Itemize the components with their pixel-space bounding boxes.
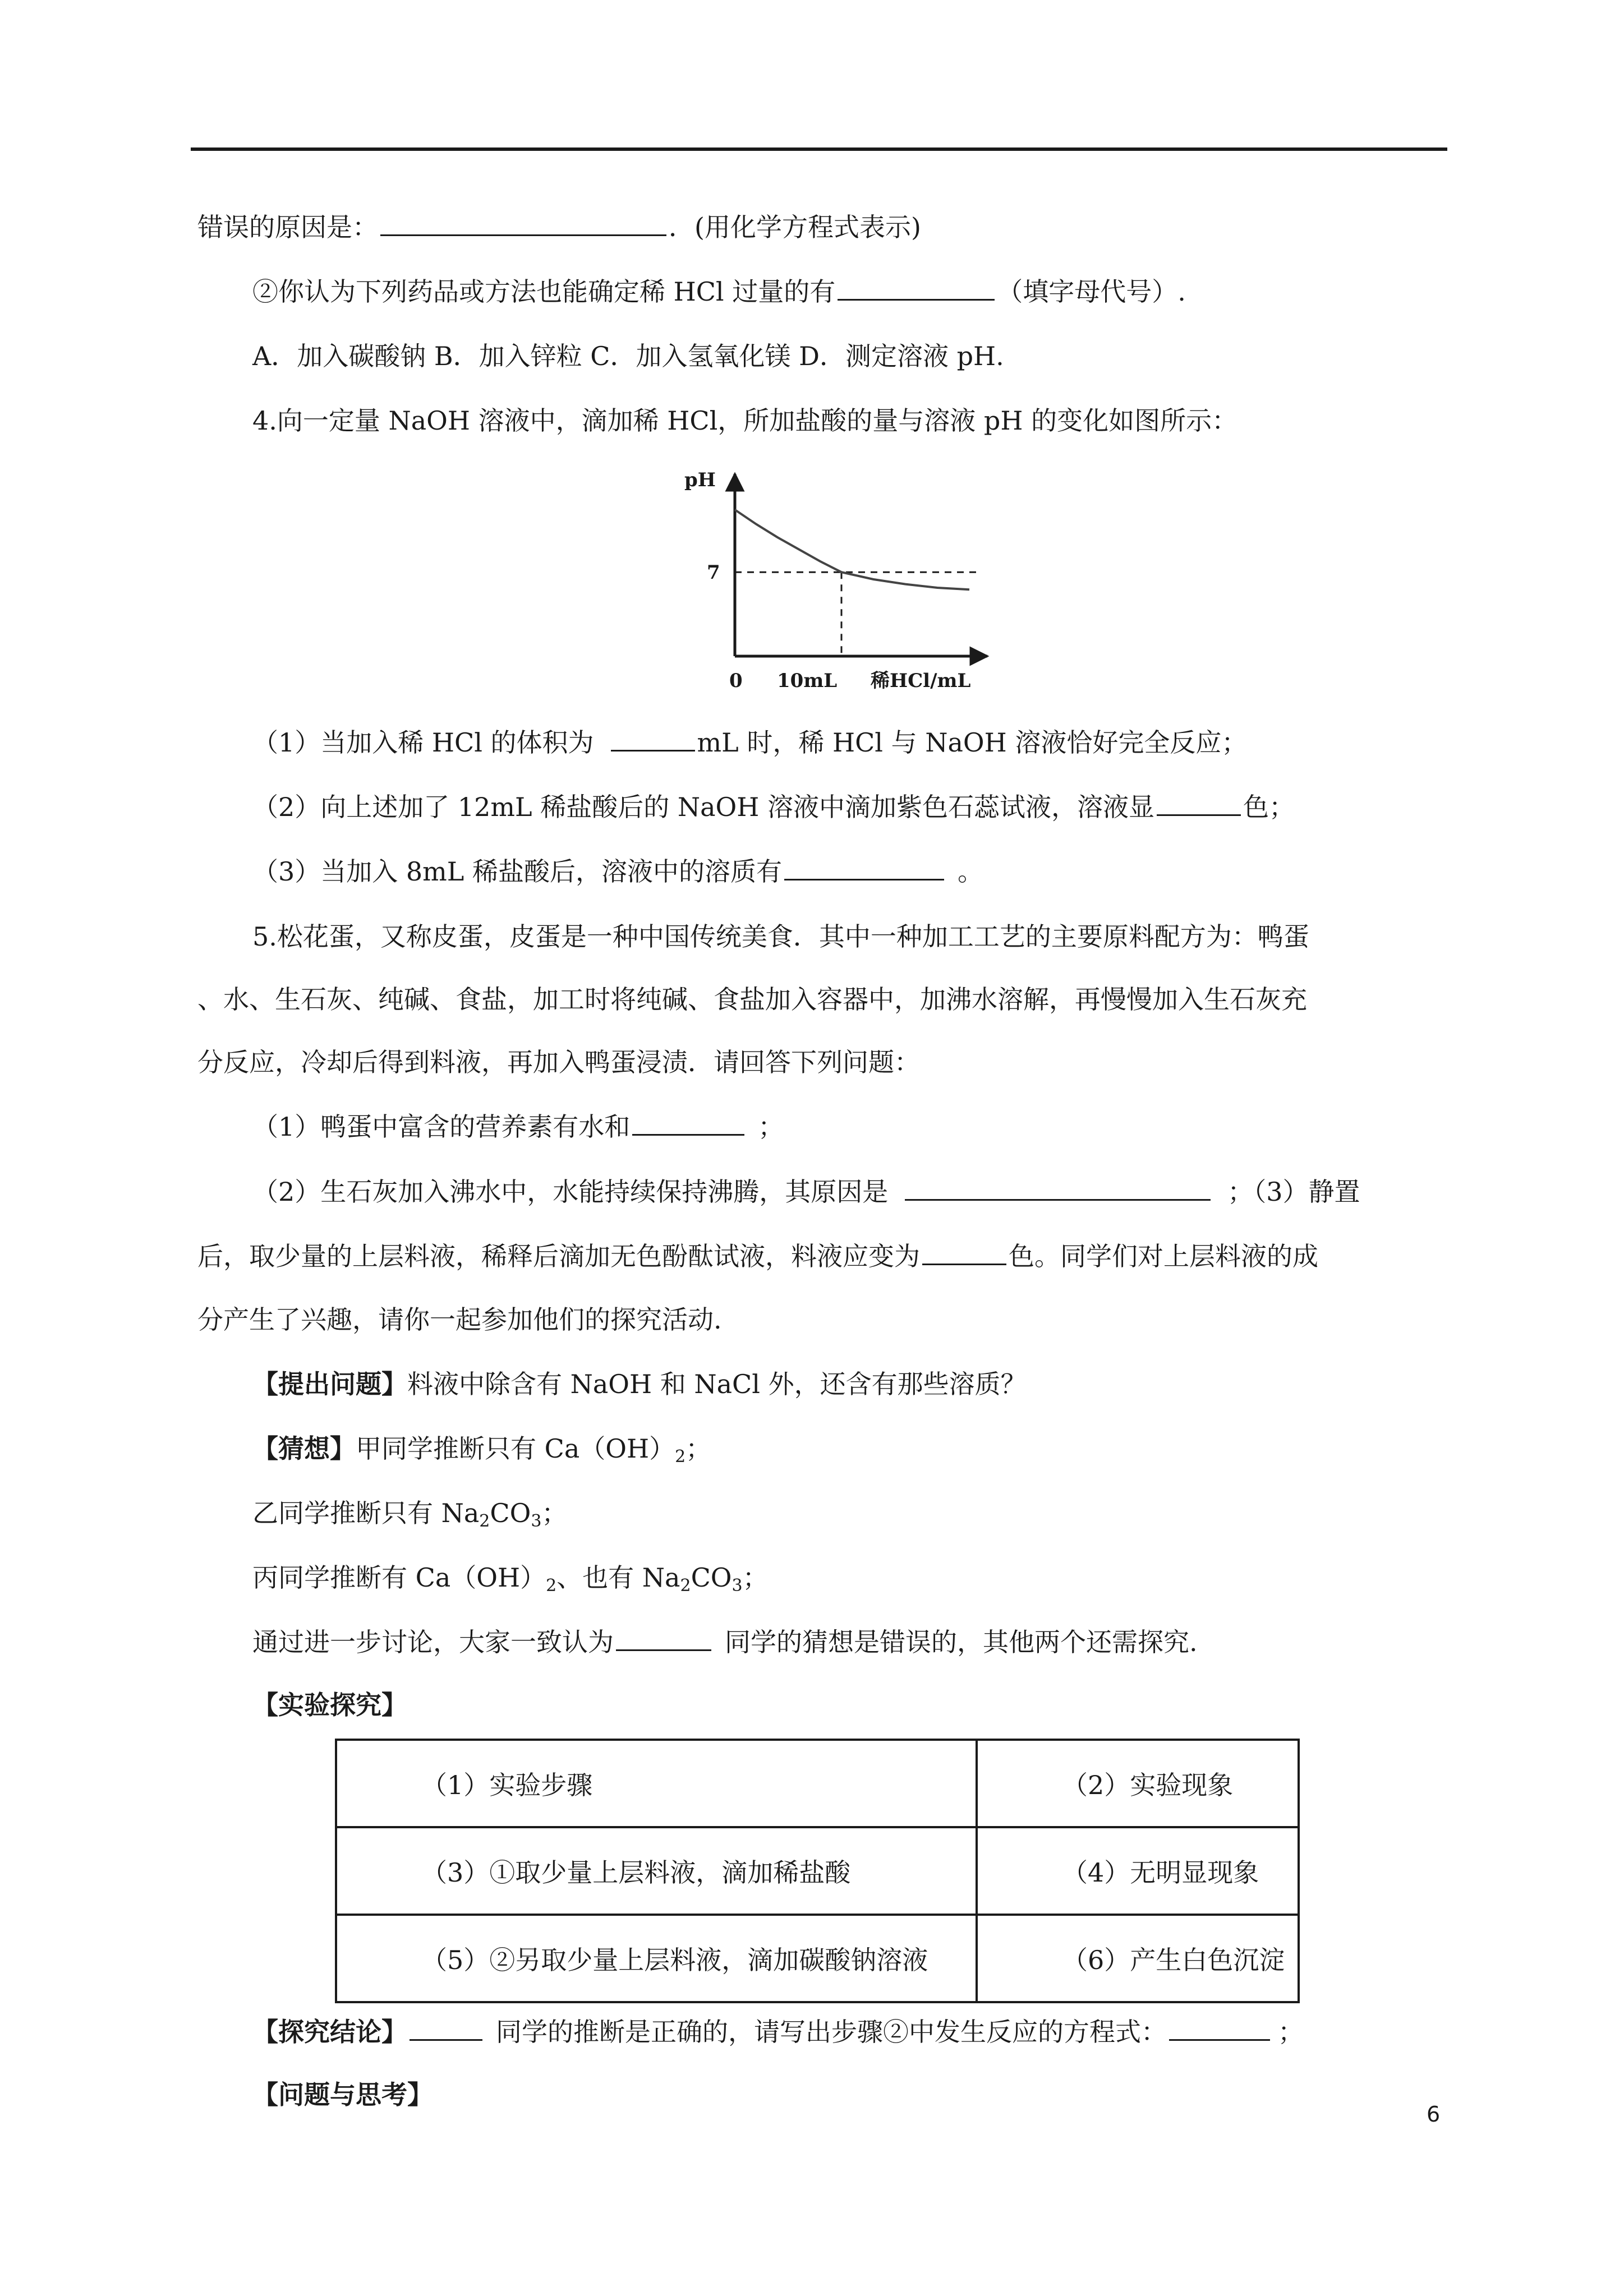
answer-blank[interactable]: [616, 1627, 711, 1651]
guess-a-end: ；: [686, 1433, 712, 1464]
line-p5-q3-cont: 分产生了兴趣，请你一起参加他们的探究活动.: [197, 1304, 722, 1335]
x-axis-label: 稀HCl/mL: [871, 670, 971, 692]
table-cell: （4）无明显现象: [977, 1827, 1299, 1915]
guess-c-text-mid: 、也有 Na: [556, 1562, 680, 1593]
line-p5-q2: [252, 1175, 1360, 1209]
line-q2: [252, 790, 1295, 824]
answer-blank[interactable]: [410, 2017, 482, 2041]
conclusion-text: 同学的推断是正确的，请写出步骤②中发生反应的方程式：: [496, 2017, 1167, 2047]
guess-a-text: 甲同学推断只有 Ca（OH）: [356, 1433, 675, 1464]
y-axis-label: pH: [684, 469, 716, 491]
error-reason-note: ．(用化学方程式表示): [669, 212, 921, 242]
table-cell: （5）②另取少量上层料液，滴加碳酸钠溶液: [336, 1915, 977, 2002]
answer-blank[interactable]: [632, 1112, 744, 1136]
ask-text: 料液中除含有 NaOH 和 NaCl 外，还含有那些溶质？: [407, 1369, 1027, 1399]
guess-b-text: 乙同学推断只有 Na: [252, 1498, 480, 1528]
table-row: [336, 1915, 1299, 2002]
line-guess-b: [252, 1496, 567, 1530]
answer-blank[interactable]: [905, 1177, 1211, 1201]
p5-q1-text-end: ；: [758, 1112, 784, 1142]
q1-text-end: mL 时，稀 HCl 与 NaOH 溶液恰好完全反应；: [697, 727, 1248, 758]
subscript: 2: [546, 1576, 557, 1596]
table-cell: （6）产生白色沉淀: [977, 1915, 1299, 2002]
subscript: 3: [531, 1511, 542, 1531]
question-text: ②你认为下列药品或方法也能确定稀 HCl 过量的有: [252, 276, 836, 307]
answer-blank[interactable]: [922, 1241, 1006, 1265]
line-conclusion: [252, 2015, 1304, 2049]
guess-c-text: 丙同学推断有 Ca（OH）: [252, 1562, 546, 1593]
q1-text: （1）当加入稀 HCl 的体积为: [252, 727, 594, 758]
section-heading: 【探究结论】: [252, 2017, 407, 2047]
p5-q1-text: （1）鸭蛋中富含的营养素有水和: [252, 1112, 631, 1142]
line-ask: [252, 1367, 1027, 1401]
section-heading-think: 【问题与思考】: [252, 2080, 433, 2110]
p5-q3-text: 后，取少量的上层料液，稀释后滴加无色酚酞试液，料液应变为: [197, 1241, 920, 1271]
p5-q3-text-end: 色。同学们对上层料液的成: [1009, 1241, 1318, 1271]
subscript: 2: [675, 1447, 686, 1467]
section-heading-experiment: 【实验探究】: [252, 1690, 407, 1720]
section-heading: 【提出问题】: [252, 1369, 407, 1399]
p5-q2-text-end: ；（3）静置: [1227, 1177, 1360, 1207]
table-row: [336, 1740, 1299, 1827]
line-q3: [252, 855, 983, 888]
ph-chart: [662, 457, 999, 698]
paragraph-5-line-2: 、水、生石灰、纯碱、食盐，加工时将纯碱、食盐加入容器中，加沸水溶解，再慢慢加入生石灰充: [197, 984, 1307, 1015]
q3-text-end: 。: [957, 856, 983, 887]
line-q1: [252, 726, 1247, 759]
experiment-table: [335, 1739, 1300, 2003]
table-row: [336, 1827, 1299, 1915]
q2-text-end: 色；: [1243, 792, 1295, 822]
answer-blank[interactable]: [838, 276, 995, 301]
line-guess: [252, 1432, 711, 1465]
paragraph-5-line-1: 5.松花蛋，又称皮蛋，皮蛋是一种中国传统美食．其中一种加工工艺的主要原料配方为：鸭蛋: [252, 921, 1309, 952]
page-number: 6: [1427, 2102, 1441, 2127]
ph-curve: [735, 510, 969, 589]
answer-blank[interactable]: [380, 212, 666, 236]
subscript: 3: [732, 1576, 743, 1596]
section-heading: 【猜想】: [252, 1433, 356, 1464]
line-options: A．加入碳酸钠 B．加入锌粒 C．加入氢氧化镁 D．测定溶液 pH.: [252, 341, 1004, 371]
paragraph-5-line-3: 分反应，冷却后得到料液，再加入鸭蛋浸渍．请回答下列问题：: [197, 1047, 920, 1077]
line-discuss: [252, 1625, 1198, 1659]
discuss-text-end: 同学的猜想是错误的，其他两个还需探究.: [725, 1627, 1198, 1657]
discuss-text: 通过进一步讨论，大家一致认为: [252, 1627, 614, 1657]
guess-c-end: ；: [742, 1562, 769, 1593]
subscript: 2: [479, 1511, 490, 1531]
answer-blank[interactable]: [611, 727, 695, 751]
table-cell: （2）实验现象: [977, 1740, 1299, 1827]
line-error-reason: [197, 210, 921, 244]
subscript: 2: [680, 1576, 691, 1596]
line-guess-c: [252, 1561, 769, 1594]
error-reason-label: 错误的原因是：: [197, 212, 378, 242]
guess-b-formula: CO: [490, 1498, 531, 1528]
conclusion-end: ；: [1278, 2017, 1304, 2047]
q3-text: （3）当加入 8mL 稀盐酸后，溶液中的溶质有: [252, 856, 782, 887]
line-p5-q3: [197, 1239, 1318, 1273]
y-tick-label: 7: [707, 561, 720, 584]
x-tick-label: 10mL: [777, 670, 838, 692]
line-question-2: [252, 275, 1186, 308]
answer-blank[interactable]: [1157, 792, 1241, 816]
table-cell: （3）①取少量上层料液，滴加稀盐酸: [336, 1827, 977, 1915]
p5-q2-text: （2）生石灰加入沸水中，水能持续保持沸腾，其原因是: [252, 1177, 889, 1207]
line-p5-q1: [252, 1110, 784, 1144]
answer-blank[interactable]: [1169, 2017, 1270, 2041]
header-rule: [191, 147, 1447, 151]
answer-blank[interactable]: [784, 856, 944, 880]
question-note: （填字母代号）.: [997, 276, 1186, 307]
table-cell: （1）实验步骤: [336, 1740, 977, 1827]
q2-text: （2）向上述加了 12mL 稀盐酸后的 NaOH 溶液中滴加紫色石蕊试液，溶液显: [252, 792, 1154, 822]
origin-label: 0: [729, 670, 743, 692]
guess-c-formula: CO: [691, 1562, 732, 1593]
guess-b-end: ；: [541, 1498, 568, 1528]
line-question-4: 4.向一定量 NaOH 溶液中，滴加稀 HCl，所加盐酸的量与溶液 pH 的变化如图所示：: [252, 405, 1238, 436]
